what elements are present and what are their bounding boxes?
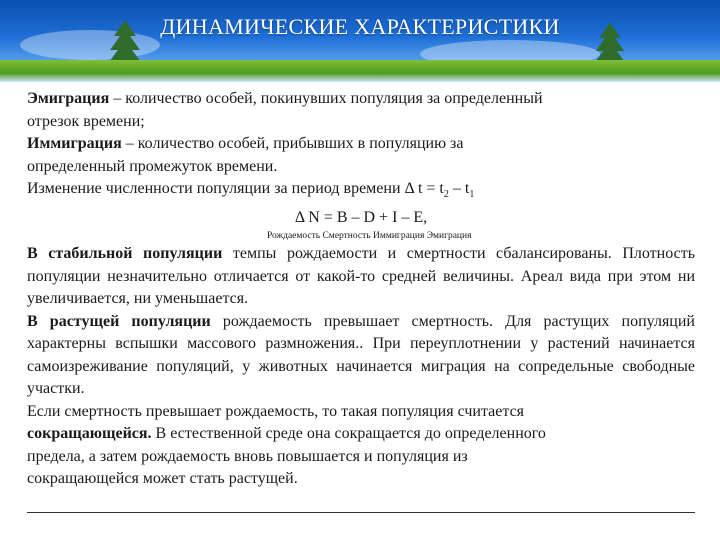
stable-paragraph (27, 243, 695, 311)
change-line (27, 178, 695, 207)
declining-term: сокращающейся. (27, 425, 152, 443)
slide-title: ДИНАМИЧЕСКИЕ ХАРАКТЕРИСТИКИ (160, 14, 560, 39)
subscript-2: 2 (443, 189, 449, 201)
growing-paragraph (27, 311, 695, 401)
emigration-definition: – количество особей, покинувших популяция за определенный (109, 90, 543, 107)
growing-text: рождаемость превышает смертность. Для растущих популяций характерны вспышки массового размножения.. При переуплотнении у растений начинается самоизреживание популяций, у животных начинается миграция на сопредельные свободные участки. (27, 312, 695, 398)
subscript-1: 1 (469, 189, 475, 201)
declining-line-3: предела, а затем рождаемость вновь повышается и популяция из (27, 447, 468, 465)
formula: Δ N = B – D + I – E, (294, 208, 428, 226)
immigration-definition: – количество особей, прибывших в популяцию за (121, 135, 464, 152)
change-dash: – t (448, 180, 470, 197)
emigration-line-2: отрезок времени; (27, 112, 145, 130)
slide-body (27, 88, 695, 491)
immigration-term: Иммиграция (27, 135, 122, 152)
declining-line-1: Если смертность превышает рождаемость, то такая популяция считается (27, 402, 525, 420)
grass-strip (0, 60, 720, 82)
declining-line-2 (27, 423, 695, 446)
formula-labels: Рождаемость Смертность Иммиграция Эмиграция (267, 231, 472, 242)
immigration-line-1 (27, 133, 695, 156)
stable-text: темпы рождаемости и смертности сбалансированы. Плотность популяции незначительно отличается от какой-то средней величины. Ареал вида при этом ни увеличивается, ни уменьшается. (27, 245, 696, 308)
declining-line-4: сокращающейся может стать растущей. (27, 470, 298, 488)
immigration-line-2: определенный промежуток времени. (27, 157, 278, 175)
footer-divider (27, 512, 695, 513)
stable-term: В стабильной популяции (27, 245, 223, 263)
header-banner (0, 0, 720, 82)
emigration-line-1 (27, 88, 695, 111)
growing-term: В растущей популяции (27, 312, 211, 330)
declining-text: В естественной среде она сокращается до определенного (151, 425, 546, 443)
change-text: Изменение численности популяции за период времени Δ t = t (27, 180, 444, 197)
emigration-term: Эмиграция (27, 90, 110, 107)
